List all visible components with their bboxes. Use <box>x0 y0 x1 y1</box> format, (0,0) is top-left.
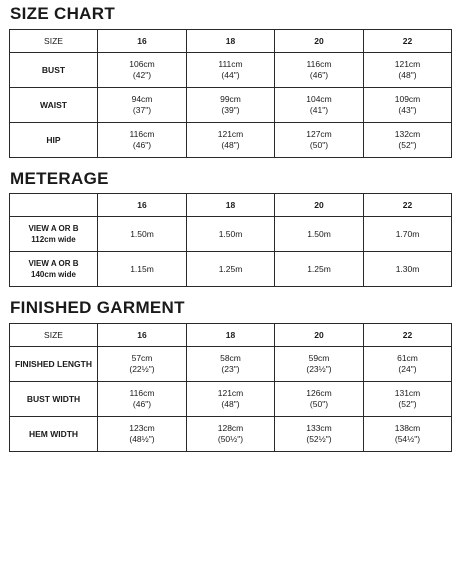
table-row <box>10 53 452 88</box>
table-cell: 133cm (52½") <box>275 417 364 452</box>
table-row <box>10 88 452 123</box>
row-label: HIP <box>10 123 98 158</box>
header-cell: 20 <box>275 324 364 347</box>
header-cell: SIZE <box>10 324 98 347</box>
table-cell: 94cm (37") <box>98 88 187 123</box>
header-cell: 16 <box>98 30 187 53</box>
table-cell: 99cm (39") <box>187 88 275 123</box>
header-cell <box>10 194 98 217</box>
table-row <box>10 252 452 287</box>
table-cell: 106cm (42") <box>98 53 187 88</box>
header-cell: 18 <box>187 30 275 53</box>
header-cell: 22 <box>364 324 452 347</box>
header-cell: 16 <box>98 324 187 347</box>
table-cell: 1.25m <box>187 252 275 287</box>
table-cell: 1.30m <box>364 252 452 287</box>
table-cell: 58cm (23") <box>187 347 275 382</box>
table-cell: 132cm (52") <box>364 123 452 158</box>
table-cell: 121cm (48") <box>187 382 275 417</box>
table-cell: 128cm (50½") <box>187 417 275 452</box>
table-cell: 1.50m <box>275 217 364 252</box>
table-cell: 116cm (46") <box>98 382 187 417</box>
table-row <box>10 123 452 158</box>
table-cell: 127cm (50") <box>275 123 364 158</box>
size-chart-table <box>9 29 452 158</box>
finished-garment-title: FINISHED GARMENT <box>10 298 185 317</box>
table-row <box>10 382 452 417</box>
table-cell: 59cm (23½") <box>275 347 364 382</box>
table-header-row <box>10 194 452 217</box>
header-cell: 22 <box>364 194 452 217</box>
finished-garment-table <box>9 323 452 452</box>
header-cell: 16 <box>98 194 187 217</box>
table-cell: 61cm (24") <box>364 347 452 382</box>
table-cell: 1.70m <box>364 217 452 252</box>
table-header-row <box>10 30 452 53</box>
table-cell: 121cm (48") <box>187 123 275 158</box>
table-cell: 104cm (41") <box>275 88 364 123</box>
header-cell: 18 <box>187 324 275 347</box>
row-label: FINISHED LENGTH <box>10 347 98 382</box>
table-cell: 111cm (44") <box>187 53 275 88</box>
table-row <box>10 217 452 252</box>
table-row <box>10 417 452 452</box>
row-label: HEM WIDTH <box>10 417 98 452</box>
header-cell: SIZE <box>10 30 98 53</box>
table-cell: 116cm (46") <box>98 123 187 158</box>
header-cell: 20 <box>275 30 364 53</box>
table-cell: 123cm (48½") <box>98 417 187 452</box>
table-cell: 1.15m <box>98 252 187 287</box>
header-cell: 22 <box>364 30 452 53</box>
table-header-row <box>10 324 452 347</box>
table-cell: 109cm (43") <box>364 88 452 123</box>
table-row <box>10 347 452 382</box>
table-cell: 1.50m <box>187 217 275 252</box>
table-cell: 131cm (52") <box>364 382 452 417</box>
header-cell: 18 <box>187 194 275 217</box>
row-label: BUST WIDTH <box>10 382 98 417</box>
row-label: WAIST <box>10 88 98 123</box>
table-cell: 121cm (48") <box>364 53 452 88</box>
size-chart-title: SIZE CHART <box>10 4 115 23</box>
table-cell: 1.50m <box>98 217 187 252</box>
row-label: BUST <box>10 53 98 88</box>
table-cell: 126cm (50") <box>275 382 364 417</box>
row-label: VIEW A OR B 112cm wide <box>10 217 98 252</box>
meterage-title: METERAGE <box>10 169 109 188</box>
header-cell: 20 <box>275 194 364 217</box>
table-cell: 116cm (46") <box>275 53 364 88</box>
meterage-table <box>9 193 452 287</box>
table-cell: 138cm (54½") <box>364 417 452 452</box>
table-cell: 57cm (22½") <box>98 347 187 382</box>
table-cell: 1.25m <box>275 252 364 287</box>
row-label: VIEW A OR B 140cm wide <box>10 252 98 287</box>
